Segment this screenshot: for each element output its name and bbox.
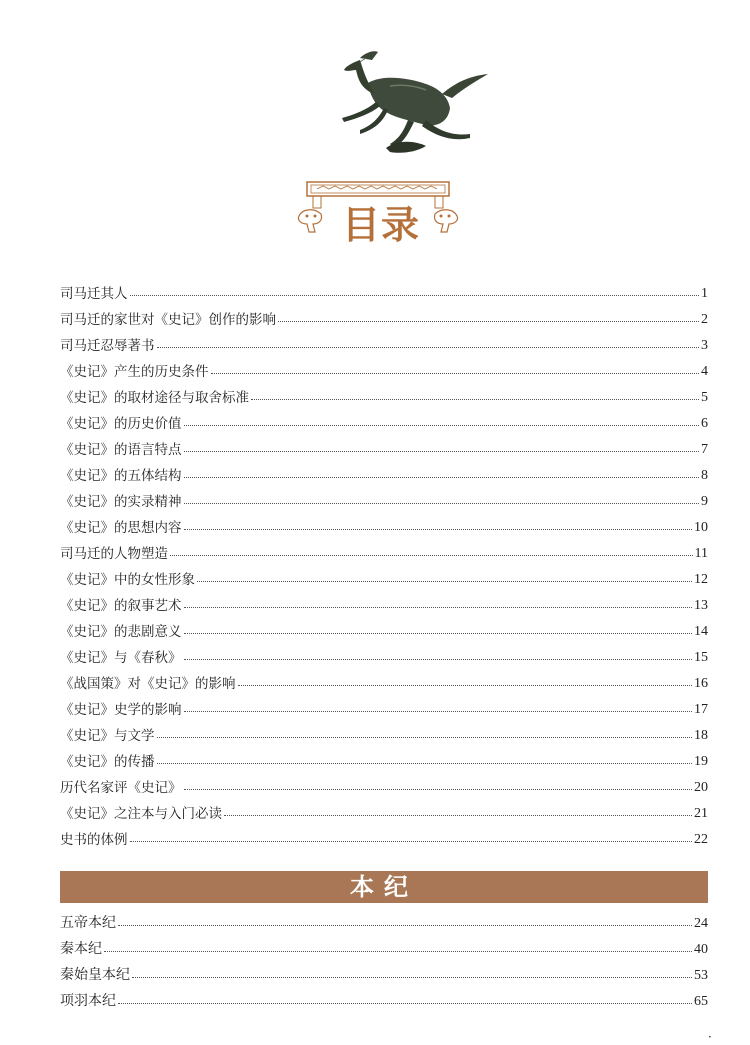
toc-entry[interactable]: 历代名家评《史记》 20 xyxy=(60,780,708,796)
toc-entry[interactable]: 《史记》史学的影响 17 xyxy=(60,702,708,718)
toc-entry[interactable]: 《史记》与《春秋》 15 xyxy=(60,650,708,666)
toc-entry[interactable]: 《史记》与文学 18 xyxy=(60,728,708,744)
section-banner: 本纪 xyxy=(60,871,708,903)
section-entry[interactable]: 项羽本纪 65 xyxy=(60,993,708,1009)
toc-entry[interactable]: 司马迁其人 1 xyxy=(60,286,708,302)
toc-entry[interactable]: 《史记》的叙事艺术 13 xyxy=(60,598,708,614)
toc-entry[interactable]: 《史记》的取材途径与取舍标准 5 xyxy=(60,390,708,406)
toc-entry[interactable]: 司马迁的家世对《史记》创作的影响 2 xyxy=(60,312,708,328)
toc-entry[interactable]: 司马迁的人物塑造 11 xyxy=(60,546,708,562)
toc-entry[interactable]: 《史记》产生的历史条件 4 xyxy=(60,364,708,380)
toc-entry[interactable]: 《史记》的实录精神 9 xyxy=(60,494,708,510)
toc-entry[interactable]: 史书的体例 22 xyxy=(60,832,708,848)
section-entry[interactable]: 秦本纪 40 xyxy=(60,941,708,957)
toc-entry[interactable]: 《史记》之注本与入门必读 21 xyxy=(60,806,708,822)
toc-entry[interactable]: 《史记》的传播 19 xyxy=(60,754,708,770)
toc-entry[interactable]: 《史记》的悲剧意义 14 xyxy=(60,624,708,640)
toc-entry[interactable]: 《史记》的五体结构 8 xyxy=(60,468,708,484)
bronze-horse-image xyxy=(330,38,490,158)
toc-entry[interactable]: 《史记》的语言特点 7 xyxy=(60,442,708,458)
section-contents xyxy=(60,906,708,1010)
section-entry[interactable]: 秦始皇本纪 53 xyxy=(60,967,708,983)
toc-entry[interactable]: 司马迁忍辱著书 3 xyxy=(60,338,708,354)
page-title: 目录 xyxy=(341,203,420,247)
table-of-contents xyxy=(60,276,708,848)
toc-entry[interactable]: 《史记》的历史价值 6 xyxy=(60,416,708,432)
toc-entry[interactable]: 《战国策》对《史记》的影响 16 xyxy=(60,676,708,692)
corner-mark: · xyxy=(708,1030,712,1044)
toc-entry[interactable]: 《史记》中的女性形象 12 xyxy=(60,572,708,588)
toc-entry[interactable]: 《史记》的思想内容 10 xyxy=(60,520,708,536)
section-entry[interactable]: 五帝本纪 24 xyxy=(60,915,708,931)
